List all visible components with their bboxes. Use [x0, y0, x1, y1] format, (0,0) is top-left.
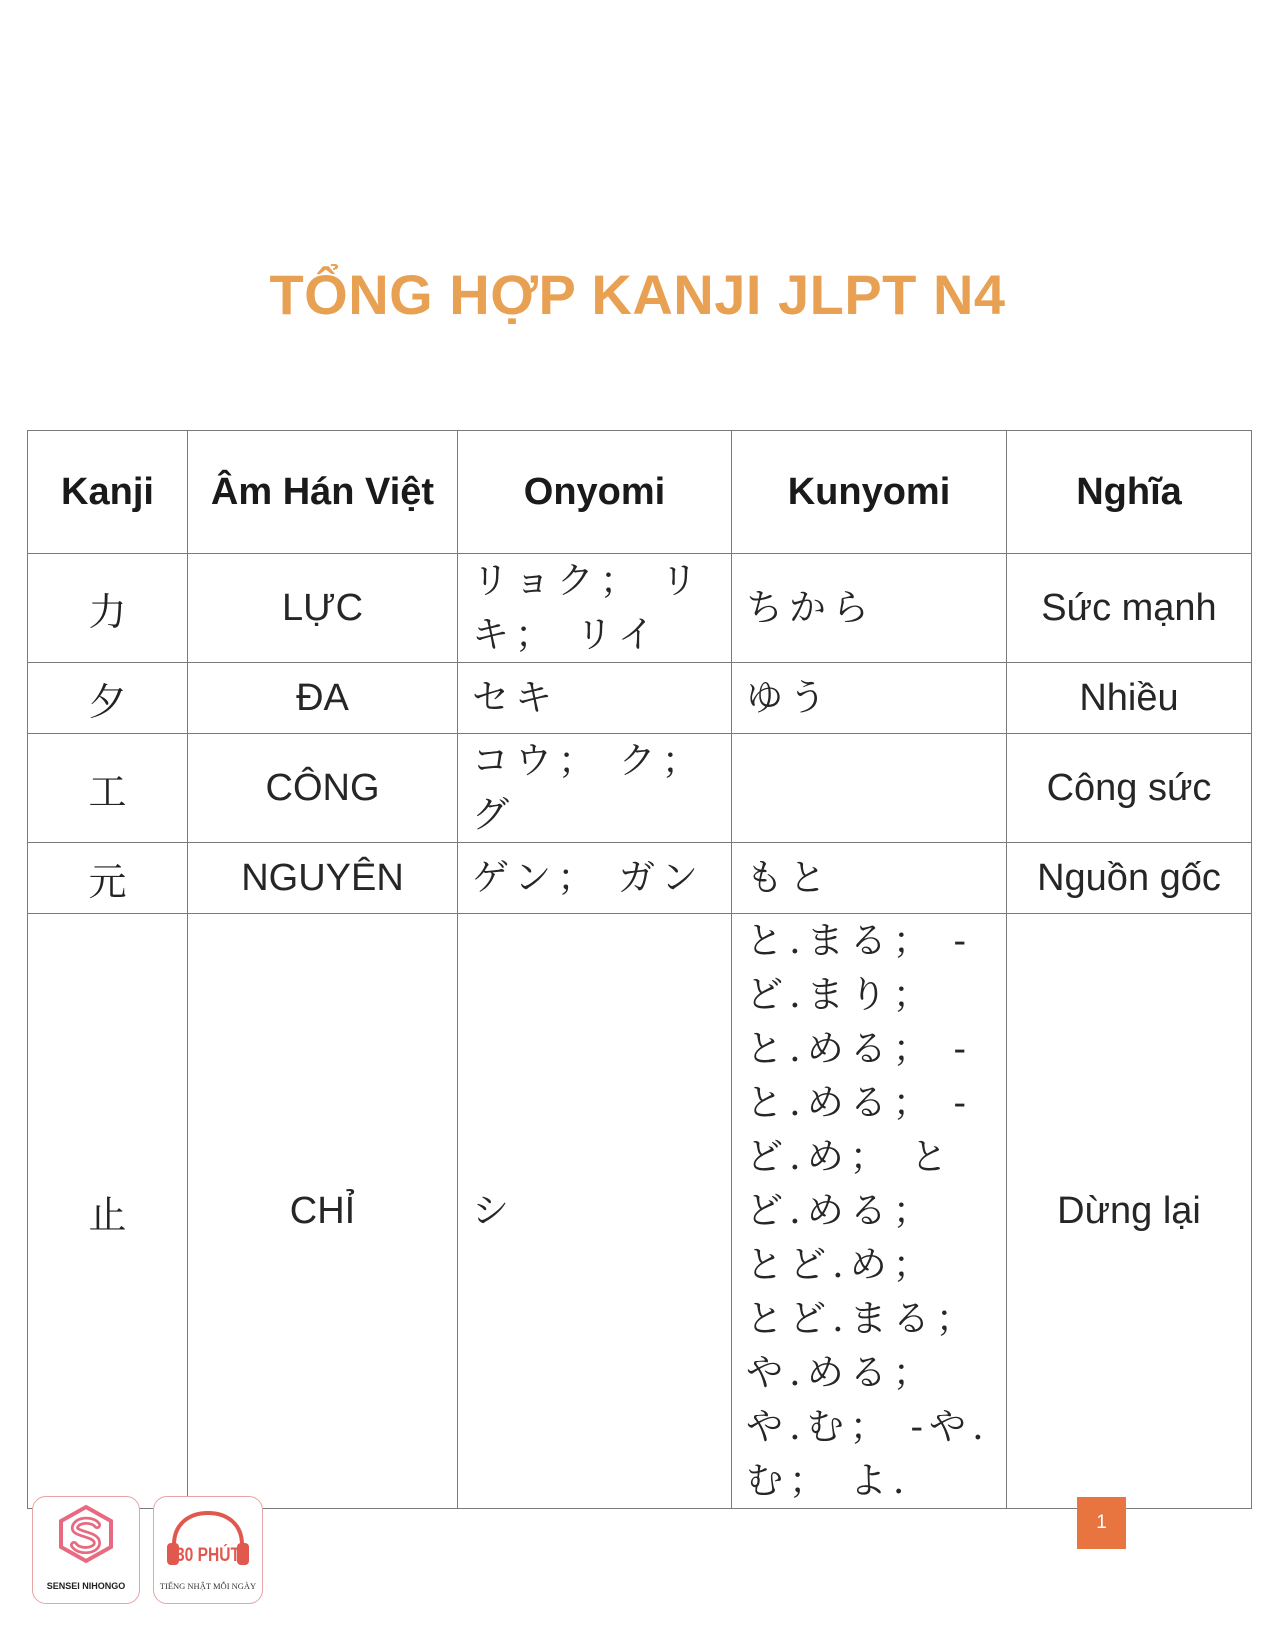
kunyomi-cell: ゆう [732, 663, 1007, 734]
sensei-nihongo-logo [32, 1496, 140, 1604]
hanviet-cell: ĐA [188, 663, 458, 734]
kanji-cell: 力 [28, 554, 188, 663]
kunyomi-cell: もと [732, 843, 1007, 914]
nghia-cell: Dừng lại [1007, 914, 1252, 1509]
table-header-row [28, 431, 1252, 554]
page-number: 1 [1077, 1497, 1126, 1549]
table-row [28, 554, 1252, 663]
onyomi-cell: セキ [458, 663, 732, 734]
30-phut-text: 30 PHÚT [175, 1545, 241, 1566]
table-row [28, 843, 1252, 914]
nghia-cell: Sức mạnh [1007, 554, 1252, 663]
kanji-cell: 元 [28, 843, 188, 914]
table-row [28, 914, 1252, 1509]
hanviet-cell: CHỈ [188, 914, 458, 1509]
kunyomi-cell [732, 734, 1007, 843]
kanji-cell: 夕 [28, 663, 188, 734]
onyomi-cell: リョク； リキ； リイ [458, 554, 732, 663]
header-nghia: Nghĩa [1007, 431, 1252, 554]
30-phut-caption: TIẾNG NHẬT MỖI NGÀY [159, 1581, 257, 1591]
onyomi-cell: ゲン； ガン [458, 843, 732, 914]
header-kunyomi: Kunyomi [732, 431, 1007, 554]
sensei-s-icon [33, 1497, 139, 1577]
nghia-cell: Nguồn gốc [1007, 843, 1252, 914]
header-onyomi: Onyomi [458, 431, 732, 554]
hanviet-cell: LỰC [188, 554, 458, 663]
kanji-cell: 工 [28, 734, 188, 843]
kunyomi-cell: と.まる； -ど.まり； と.める； -と.める； -ど.め； とど.める； とど.め； とど.まる； や.める； や.む； -や.む； よ. [732, 914, 1007, 1509]
onyomi-cell: シ [458, 914, 732, 1509]
hanviet-cell: NGUYÊN [188, 843, 458, 914]
30-phut-logo [153, 1496, 263, 1604]
kunyomi-cell: ちから [732, 554, 1007, 663]
hanviet-cell: CÔNG [188, 734, 458, 843]
kanji-cell: 止 [28, 914, 188, 1509]
sensei-logo-caption: SENSEI NIHONGO [46, 1581, 126, 1591]
header-kanji: Kanji [28, 431, 188, 554]
nghia-cell: Công sức [1007, 734, 1252, 843]
header-am-han-viet: Âm Hán Việt [188, 431, 458, 554]
page-title: TỔNG HỢP KANJI JLPT N4 [269, 263, 1006, 326]
onyomi-cell: コウ； ク； グ [458, 734, 732, 843]
table-row [28, 734, 1252, 843]
nghia-cell: Nhiều [1007, 663, 1252, 734]
kanji-table [27, 430, 1252, 1509]
table-row [28, 663, 1252, 734]
